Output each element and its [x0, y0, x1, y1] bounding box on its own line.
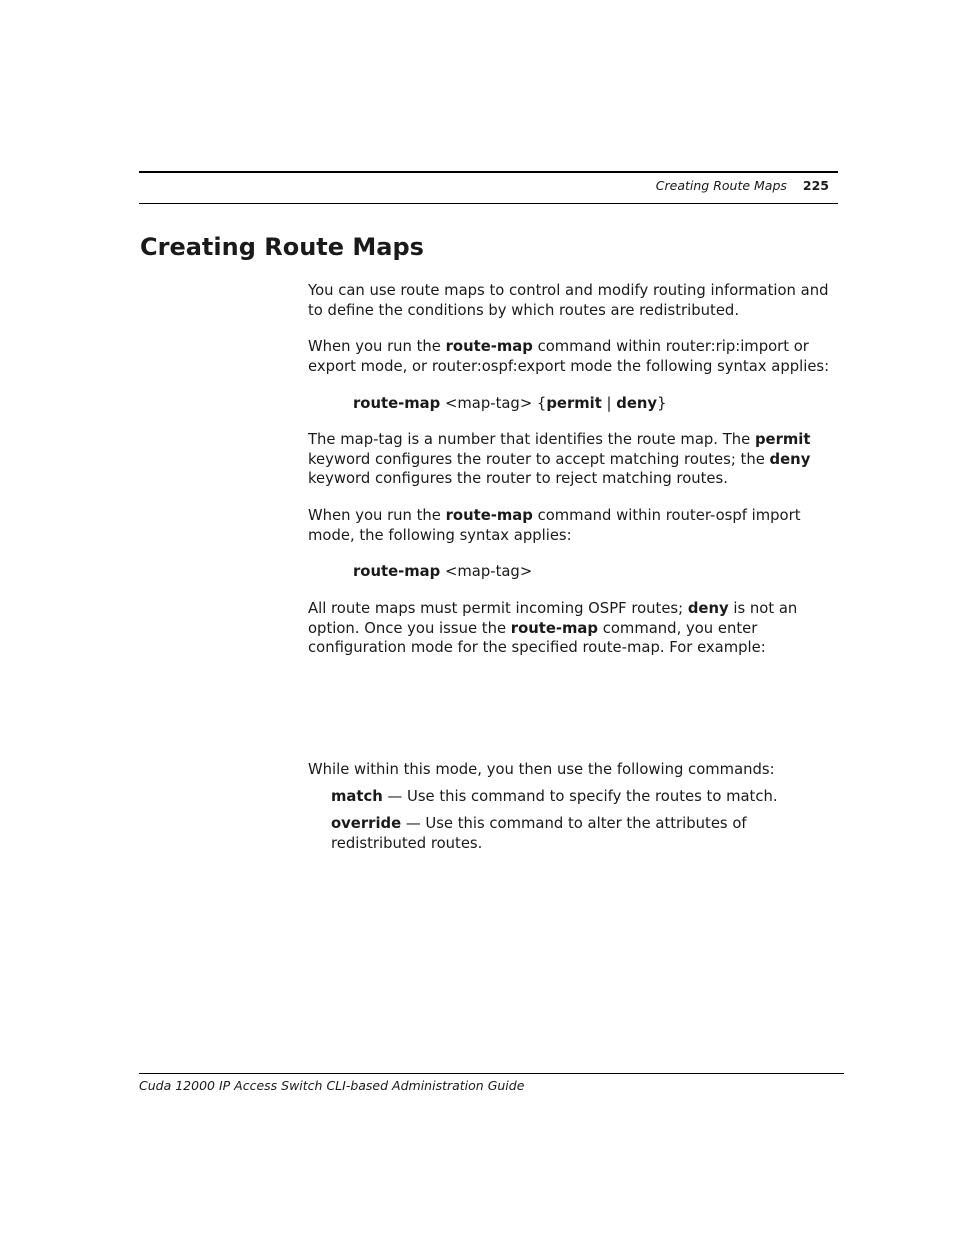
- text-run: <map-tag> {: [440, 395, 547, 412]
- text-run: When you run the: [308, 338, 446, 355]
- command-name: override: [331, 815, 402, 832]
- keyword-deny: deny: [616, 395, 658, 412]
- page-number: 225: [802, 178, 829, 193]
- command-description: — Use this command to specify the routes to match.: [382, 788, 778, 805]
- command-name: match: [331, 788, 383, 805]
- map-tag-paragraph: [308, 430, 842, 489]
- text-run: command, you enter configuration mode for the specified route-map. For example:: [308, 619, 766, 656]
- keyword-route-map: route-map: [445, 507, 533, 524]
- header-top-rule: [139, 171, 838, 173]
- text-run: <map-tag>: [440, 563, 533, 580]
- syntax-line-2: [353, 562, 532, 582]
- command-description: — Use this command to alter the attributes of redistributed routes.: [331, 815, 747, 852]
- text-run: |: [601, 395, 617, 412]
- page-title: Creating Route Maps: [140, 233, 424, 261]
- text-run: keyword configures the router to reject matching routes.: [308, 470, 728, 487]
- running-head-section: Creating Route Maps: [655, 178, 787, 193]
- keyword-route-map: route-map: [353, 563, 441, 580]
- keyword-route-map: route-map: [445, 338, 533, 355]
- rip-syntax-paragraph: [308, 337, 842, 376]
- keyword-route-map: route-map: [353, 395, 441, 412]
- text-run: is not an option. Once you issue the: [308, 600, 798, 637]
- footer-rule: [139, 1073, 844, 1074]
- command-item-match: [331, 787, 831, 807]
- command-item-override: [331, 814, 831, 853]
- text-run: When you run the: [308, 507, 446, 524]
- keyword-permit: permit: [546, 395, 602, 412]
- header-bottom-rule: [139, 203, 838, 204]
- intro-paragraph: You can use route maps to control and modify routing information and to define the conditions by which routes are redistributed.: [308, 282, 829, 319]
- text-run: command within router-ospf import mode, the following syntax applies:: [308, 507, 801, 544]
- footer-guide-title: Cuda 12000 IP Access Switch CLI-based Administration Guide: [139, 1078, 525, 1093]
- syntax-line-1: [353, 394, 666, 414]
- text-run: All route maps must permit incoming OSPF routes;: [308, 600, 688, 617]
- ospf-import-paragraph: [308, 506, 842, 545]
- keyword-permit: permit: [754, 431, 811, 448]
- running-head: [656, 178, 829, 194]
- text-run: The map-tag is a number that identifies the route map. The: [308, 431, 755, 448]
- text-run: command within router:rip:import or export mode, or router:ospf:export mode the following syntax applies:: [308, 338, 830, 375]
- keyword-route-map: route-map: [510, 619, 599, 637]
- ospf-permit-paragraph: [308, 599, 842, 658]
- text-run: }: [657, 395, 667, 412]
- keyword-deny: deny: [769, 450, 811, 468]
- keyword-deny: deny: [687, 600, 729, 617]
- text-run: keyword configures the router to accept matching routes; the: [308, 450, 770, 468]
- mode-commands-intro: While within this mode, you then use the following commands:: [308, 761, 775, 778]
